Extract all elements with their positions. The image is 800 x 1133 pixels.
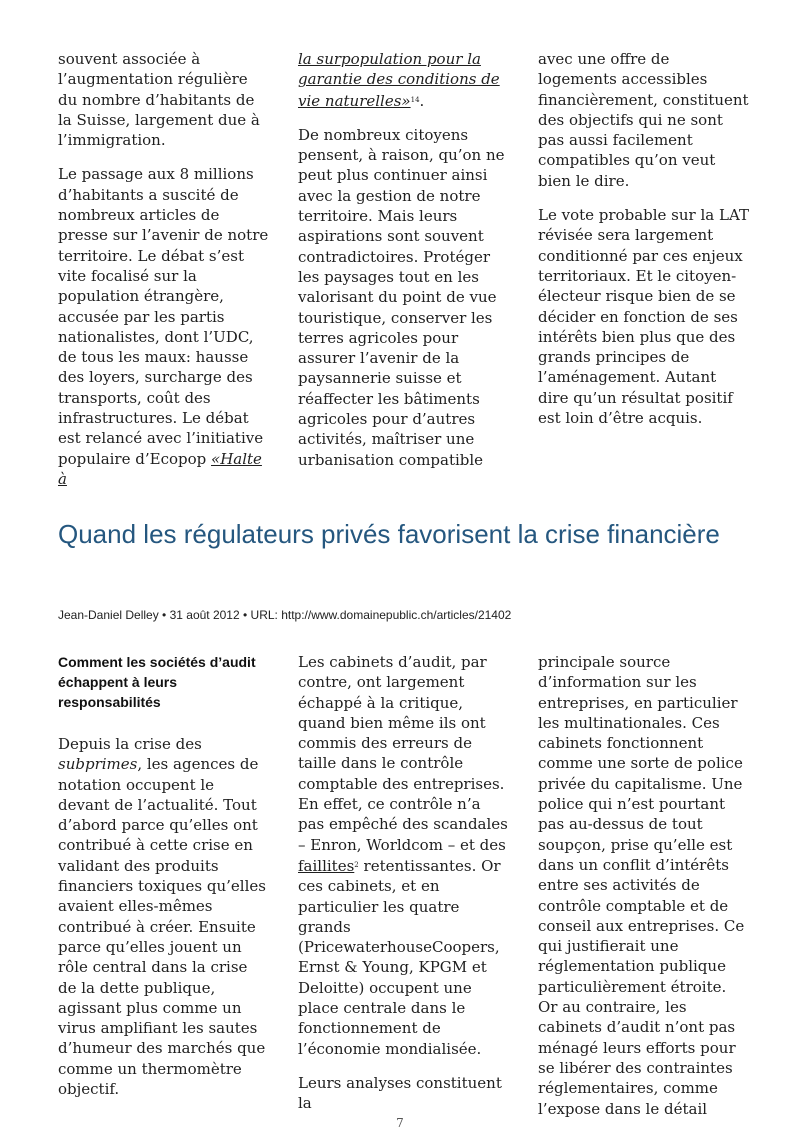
paragraph: souvent associée à l’augmentation régulière du nombre d’habitants de la Suisse, largement due à l’immigration. xyxy=(58,50,260,150)
paragraph-text: Les cabinets d’audit, par contre, ont largement échappé à la critique, quand bien même ils ont commis des erreurs de taille dans le contrôle comptable des entreprises. En effet, ce contrôle n’a pas empêché des scandales – Enron, Worldcom – et des xyxy=(298,653,508,854)
article-column-1 xyxy=(58,652,270,1113)
paragraph: principale source d’information sur les entreprises, en particulier les multinationales. Ces cabinets fonctionnent comme une sorte de police privée du capitalisme. Une police qui n’est pourtant pas au-dessus de tout soupçon, prise qu’elle est dans un conflit d’intérêts entre ses activités de contrôle comptable et de conseil aux entreprises. Ce qui justifierait une réglementation publique particulièrement étroite. Or au contraire, les cabinets d’audit n’ont pas ménagé leurs efforts pour se libérer des contraintes réglementaires, comme l’expose dans le détail xyxy=(538,653,745,1118)
paragraph: Le vote probable sur la LAT révisée sera largement conditionné par ces enjeux territoriaux. Et le citoyen-électeur risque bien de se décider en fonction de ses intérêts bien plus que des grands principes de l’aménagement. Autant dire qu’un résultat positif est loin d’être acquis. xyxy=(538,206,749,428)
footnote-marker[interactable]: 2 xyxy=(354,860,359,869)
paragraph: avec une offre de logements accessibles financièrement, constituent des objectifs qui ne sont pas aussi facilement compatibles qu’on veut bien le dire. xyxy=(538,50,749,190)
emphasis-subprimes: subprimes xyxy=(58,755,138,774)
paragraph xyxy=(298,49,510,111)
paragraph-text: , les agences de notation occupent le devant de l’actualité. Tout d’abord parce qu’elles ont contribué à cette crise en validant des produits financiers toxiques qu’elles avaient elles-mêmes contribué à créer. Ensuite parce qu’elles jouent un rôle central dans la crise de la dette publique, agissant plus comme un virus amplifiant les sautes d’humeur des marchés que comme un thermomètre objectif. xyxy=(58,755,266,1099)
article-column-2 xyxy=(298,652,510,1128)
paragraph xyxy=(58,734,270,1099)
footnote-marker[interactable]: 14 xyxy=(410,95,420,104)
upper-article-column-2 xyxy=(298,49,510,484)
article-title: Quand les régulateurs privés favorisent la crise financière xyxy=(58,519,720,549)
article-column-3 xyxy=(538,652,750,1133)
paragraph-tail: . xyxy=(419,91,425,110)
paragraph-text: Depuis la crise des xyxy=(58,735,202,753)
paragraph-text: Le passage aux 8 millions d’habitants a suscité de nombreux articles de presse sur l’avenir de notre territoire. Le débat s’est vite focalisé sur la population étrangère, accusée par les partis nationalistes, dont l’UDC, de tous les maux: hausse des loyers, surcharge des transports, coût des infrastructures. Le débat est relancé avec l’initiative populaire d’Ecopop xyxy=(58,165,269,468)
upper-article-column-3 xyxy=(538,49,750,442)
article-byline: Jean-Daniel Delley • 31 août 2012 • URL: http://www.domainepublic.ch/articles/21402 xyxy=(58,608,512,622)
article-subtitle: Comment les sociétés d’audit échappent à leurs responsabilités xyxy=(58,654,256,710)
upper-article-column-1 xyxy=(58,49,270,503)
paragraph: Leurs analyses constituent la xyxy=(298,1073,502,1113)
page-number: 7 xyxy=(396,1116,404,1130)
faillites-link[interactable]: faillites xyxy=(298,856,355,875)
paragraph xyxy=(298,652,510,1059)
paragraph xyxy=(58,164,270,489)
ecopop-initiative-link-continued[interactable]: la surpopulation pour la garantie des conditions de vie naturelles» xyxy=(298,50,500,110)
paragraph-text: retentissantes. Or ces cabinets, et en particulier les quatre grands (PricewaterhouseCoopers, Ernst & Young, KPGM et Deloitte) occupent une place centrale dans le fonctionnement de l’économie mondialisée. xyxy=(298,856,501,1058)
ecopop-initiative-link[interactable]: «Halte à xyxy=(58,449,262,488)
paragraph: De nombreux citoyens pensent, à raison, qu’on ne peut plus continuer ainsi avec la gestion de notre territoire. Mais leurs aspirations sont souvent contradictoires. Protéger les paysages tout en les valorisant du point de vue touristique, conserver les terres agricoles pour assurer l’avenir de la paysannerie suisse et réaffecter les bâtiments agricoles pour d’autres activités, maîtriser une urbanisation compatible xyxy=(298,125,505,469)
